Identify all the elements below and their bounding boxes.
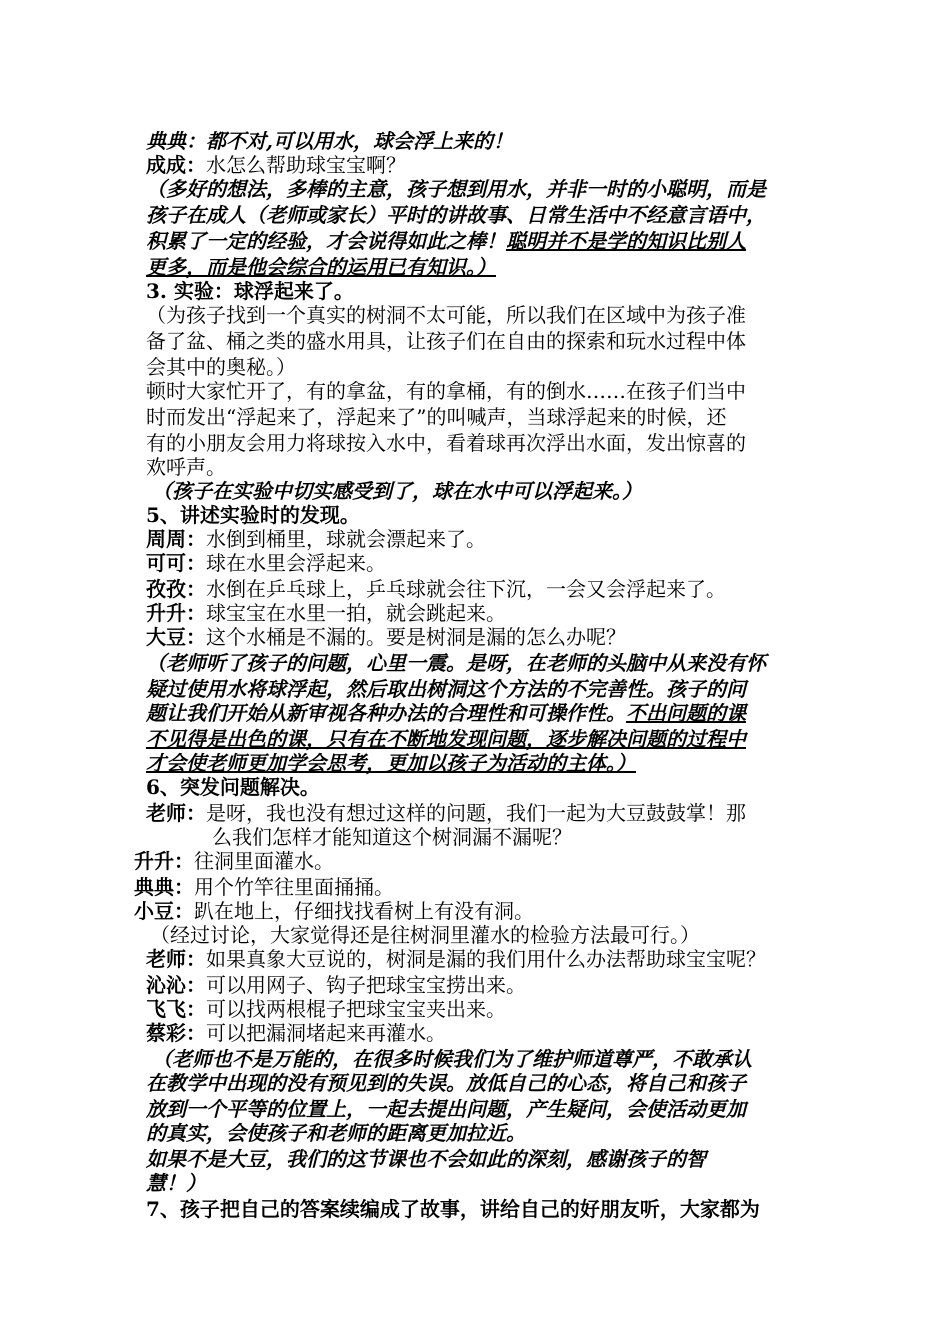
- dialogue-line: [146, 946, 766, 972]
- dialogue-line: [146, 576, 726, 602]
- commentary-text: 题让我们开始从新审视各种办法的合理性和可操作性。: [146, 701, 626, 725]
- speaker-name: 典典：: [134, 875, 194, 899]
- text-line: 么我们怎样才能知道这个树洞漏不漏呢？: [212, 825, 572, 849]
- speech-text: 是呀，我也没有想过这样的问题，我们一起为大豆鼓鼓掌！那: [206, 801, 746, 825]
- speaker-name: 飞飞：: [146, 997, 206, 1021]
- dialogue-line: [146, 550, 386, 576]
- dialogue-line: [146, 1020, 446, 1046]
- dialogue-line: [146, 624, 626, 650]
- underlined-text: 不出问题的课: [626, 701, 746, 725]
- speech-text: 球在水里会浮起来。: [206, 551, 386, 575]
- commentary-line: 更多，而是他会综合的运用已有知识。）: [146, 255, 496, 279]
- speaker-name: 沁沁：: [146, 973, 206, 997]
- dialogue-line: [134, 848, 334, 874]
- commentary-line: 孩子在成人（老师或家长）平时的讲故事、日常生活中不经意言语中，: [146, 203, 766, 227]
- commentary-text: 积累了一定的经验，才会说得如此之棒！: [146, 229, 506, 253]
- dialogue-line: [146, 600, 506, 626]
- speech-text: 趴在地上，仔细找找看树上有没有洞。: [194, 899, 534, 923]
- speech-text: 往洞里面灌水。: [194, 849, 334, 873]
- speech-text: 可以找两根棍子把球宝宝夹出来。: [206, 997, 506, 1021]
- speaker-name: 升升：: [134, 849, 194, 873]
- speaker-name: 大豆：: [146, 625, 206, 649]
- speech-text: 水倒在乒乓球上，乒乓球就会往下沉，一会又会浮起来了。: [206, 577, 726, 601]
- dialogue-line: [146, 526, 486, 552]
- commentary-line: （老师也不是万能的，在很多时候我们为了维护师道尊严，不敢承认: [152, 1047, 752, 1071]
- commentary-line: [146, 700, 746, 726]
- speaker-name: 小豆：: [134, 899, 194, 923]
- text-line: 典典：都不对,可以用水，球会浮上来的！: [146, 129, 513, 153]
- commentary-line: （孩子在实验中切实感受到了，球在水中可以浮起来。）: [152, 479, 642, 503]
- dialogue-line: [146, 800, 746, 826]
- speaker-name: 孜孜：: [146, 577, 206, 601]
- speaker-name: 升升：: [146, 601, 206, 625]
- text-line: 有的小朋友会用力将球按入水中，看着球再次浮出水面，发出惊喜的: [146, 431, 746, 455]
- text-line: 会其中的奥秘。）: [146, 355, 296, 379]
- section-heading: 6、突发问题解决。: [146, 775, 320, 799]
- speech-text: 如果真象大豆说的，树洞是漏的我们用什么办法帮助球宝宝呢？: [206, 947, 766, 971]
- commentary-line: 疑过使用水将球浮起，然后取出树洞这个方法的不完善性。孩子的问: [146, 677, 746, 701]
- text-line: 时而发出“浮起来了，浮起来了”的叫喊声，当球浮起来的时候，还: [146, 405, 727, 429]
- dialogue-line: [146, 996, 506, 1022]
- commentary-line: 不见得是出色的课，只有在不断地发现问题，逐步解决问题的过程中: [146, 727, 746, 751]
- speech-text: 可以用网子、钩子把球宝宝捞出来。: [206, 973, 526, 997]
- speech-text: 水倒到桶里，球就会漂起来了。: [206, 527, 486, 551]
- speech-text: 这个水桶是不漏的。要是树洞是漏的怎么办呢？: [206, 625, 626, 649]
- speech-text: 用个竹竿往里面捅捅。: [194, 875, 394, 899]
- commentary-line: [146, 228, 746, 254]
- commentary-line: 才会使老师更加学会思考，更加以孩子为活动的主体。）: [146, 751, 636, 775]
- speaker-name: 老师：: [146, 947, 206, 971]
- underlined-text: 聪明并不是学的知识比别人: [506, 229, 746, 253]
- speaker-name: 老师：: [146, 801, 206, 825]
- commentary-line: （老师听了孩子的问题，心里一震。是呀，在老师的头脑中从来没有怀: [146, 651, 766, 675]
- section-heading: 5、讲述实验时的发现。: [146, 503, 360, 527]
- text-line: 顿时大家忙开了，有的拿盆，有的拿桶，有的倒水……在孩子们当中: [146, 379, 746, 403]
- commentary-line: 在教学中出现的没有预见到的失误。放低自己的心态，将自己和孩子: [146, 1071, 746, 1095]
- commentary-line: （多好的想法，多棒的主意，孩子想到用水，并非一时的小聪明，而是: [146, 177, 766, 201]
- dialogue-line: [134, 898, 534, 924]
- dialogue-line: [146, 152, 406, 178]
- text-line: （为孩子找到一个真实的树洞不太可能，所以我们在区域中为孩子准: [146, 303, 746, 327]
- dialogue-line: [134, 874, 394, 900]
- speaker-name: 周周：: [146, 527, 206, 551]
- text-line: （经过讨论，大家觉得还是往树洞里灌水的检验方法最可行。）: [150, 923, 700, 947]
- text-line: 欢呼声。: [146, 455, 226, 479]
- commentary-line: 如果不是大豆，我们的这节课也不会如此的深刻，感谢孩子的智: [146, 1147, 706, 1171]
- section-heading: 7、孩子把自己的答案续编成了故事，讲给自己的好朋友听，大家都为: [146, 1197, 760, 1221]
- speech-text: 可以把漏洞堵起来再灌水。: [206, 1021, 446, 1045]
- section-heading: 3. 实验：球浮起来了。: [146, 279, 354, 303]
- speech-text: 水怎么帮助球宝宝啊？: [206, 153, 406, 177]
- commentary-line: 的真实，会使孩子和老师的距离更加拉近。: [146, 1121, 526, 1145]
- speech-text: 球宝宝在水里一拍，就会跳起来。: [206, 601, 506, 625]
- dialogue-line: [146, 972, 526, 998]
- speaker-name: 成成：: [146, 153, 206, 177]
- speaker-name: 蔡彩：: [146, 1021, 206, 1045]
- text-line: 备了盆、桶之类的盛水用具，让孩子们在自由的探索和玩水过程中体: [146, 329, 746, 353]
- commentary-line: 慧！）: [146, 1171, 206, 1195]
- speaker-name: 可可：: [146, 551, 206, 575]
- commentary-line: 放到一个平等的位置上，一起去提出问题，产生疑问，会使活动更加: [146, 1097, 746, 1121]
